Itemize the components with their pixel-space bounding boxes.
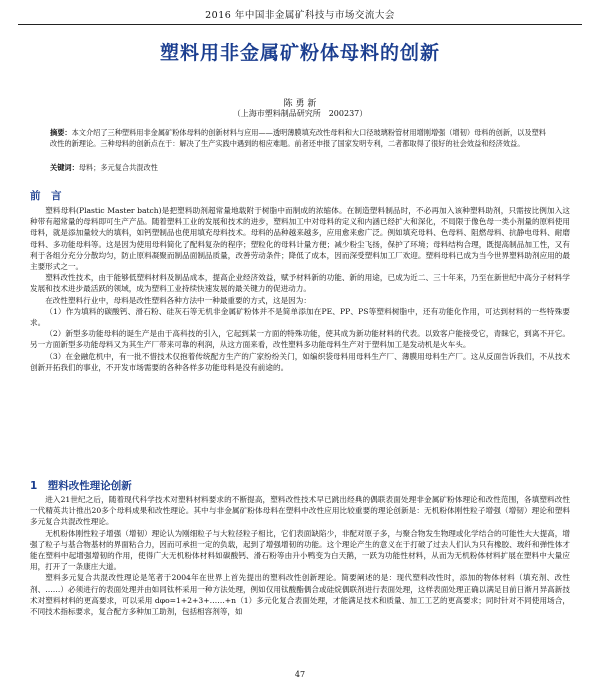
paper-title: 塑料用非金属矿粉体母料的创新 xyxy=(159,42,440,64)
keywords xyxy=(50,163,550,173)
author-affiliation: （上海市塑料制品研究所 200237） xyxy=(232,109,368,118)
section-heading-theory: 1 塑料改性理论创新 xyxy=(30,480,132,492)
keywords-label: 关键词： xyxy=(50,163,79,172)
page-number: 47 xyxy=(294,670,306,679)
preface-body xyxy=(30,205,570,373)
paragraph: 塑料改性技术，由于能够低塑料材料及制品成本，提高企业经济效益，赋予材料新的功能、新的用途，已成为近二、三十年来，乃至在新世纪中高分子材料学发展和技术进步最活跃的领域，成为塑料工业持续快速发展的最关键力的促进动力。 xyxy=(30,273,570,294)
paragraph: 无机粉体刚性粒子增强（增韧）理论认为刚细粒子与大粒径粒子相比，它们表面缺陷少，非配对原子多，与聚合物发生物理或化学结合的可能性大大提高，增强了粒子与基合物基材的界面粘合力，因而可承担一定的负载，起到了增强增韧的功能。这个理论产生的意义在于打破了过去人们认为只有橡胶、玻纤和弹性体才能在塑料中起增强增韧的作用，使得广大无机粉体材料如碳酸钙、滑石粉等由升小鸭变为白天鹅，一跃为功能性材料，从而为无机粉体材料扩展在塑料中大量应用，打开了一条康庄大道。 xyxy=(30,528,570,572)
paragraph: （1）作为填料的碳酸钙、滑石粉、硅灰石等无机非金属矿粉体并不是简单添加在PE、PP、PS等塑料树脂中，还有功能化作用，可达到材料的一些特殊要求。 xyxy=(30,306,570,328)
paragraph: 塑料母料(Plastic Master batch)是把塑料助剂超常量地载附于树脂中而制成的浓缩体。在制造塑料制品时，不必再加入该种塑料助剂，只需按比例加入这种带有超常量的母料即可生产产品。随着塑料工业的发展和技术的进步，塑料加工中对母料的定义和内涵已经扩大和深化，不局限于像色母一类小剂量的原料使用母料，就是添加量较大的填料，如钙塑制品也使用填充母料技术。母料的品种越来越多，应用愈来愈广泛。例如填充母料、色母料、阻燃母料、抗静电母料、耐磨母料、多功能母料等。这是因为使用母料简化了配料复杂的程序；塑粒化的母料计量方便；减少粉尘飞扬，保护了环境；母料结构合理，既提高制品加工性，又有利于各组分充分分散均匀，防止原料凝聚而制品面制品质量，改善劳动条件；降低了成本，因而深受塑料加工厂欢迎。塑料母料已成为当今世界塑料助剂应用的最主要形式之一。 xyxy=(30,206,570,272)
paragraph: （2）新型多功能母料的诞生产是由于高科技的引入，它起到某一方面的特殊功能，使其成为新功能材料的代表。以致客户能接受它，青睐它，到离不开它。另一方面新型多功能母料又为其生产厂带来可靠的利润，从这方面来看，改性塑料多功能母料生产对于塑料加工是发动机是火车头。 xyxy=(30,329,570,350)
theory-body xyxy=(30,494,570,617)
paragraph: （3）在金融危机中，有一批不惜技术仅抱着传统配方生产的广家纷纷关门，如编织袋母料用母料生产厂、薄膜用母料生产厂。这从反面告诉我们，不从技术创新开拓我们的事业，不开发市场需要的各种各样多功能母料是没有前途的。 xyxy=(30,351,570,372)
paragraph: 在改性塑料行业中，母料是改性塑料各种方法中一种最重要的方式，这是因为： xyxy=(45,295,311,305)
abstract xyxy=(50,128,550,149)
abstract-text: 本文介绍了三种塑料用非金属矿粉体母料的创新材料与应用——透明薄膜填充改性母料和大口径玻璃粉管材用增刚增强（增韧）母料的创新，以及塑料改性的新理论。三种母料的创新点在于：解决了生产实践中遇到的相应难题。前者还申报了国家发明专利，二者都取得了很好的社会效益和经济效益。 xyxy=(50,128,546,148)
section-heading-preface: 前 言 xyxy=(30,190,62,202)
running-header: 2016 年中国非金属矿科技与市场交流大会 xyxy=(18,8,582,25)
paragraph: 塑料多元复合共混改性理论是笔者于2004年在世界上首先提出的塑料改性创新理论。简要阐述的是：现代塑料改性时，添加的物体材料（填充剂、改性剂、……）必须进行的表面处理并由如同钛杯采用一种方法处理，例如仅用钛酸酯偶合或硅烷偶联剂进行表面处理，这样表面处理正确以满足目前日渐月异高新技术对塑料材料的更高要求，可以采用 dφo=1+2+3+……+n（1）多元化复合表面处理，才能满足技术和质量、加工工艺的更高要求；同时针对不同使用场合，不同技术指标要求，复合配方多种加工助剂，包括相容剂等，如 xyxy=(30,573,570,617)
author-name: 陈 勇 新 xyxy=(283,99,317,109)
abstract-label: 摘要： xyxy=(50,128,72,137)
paragraph: 进入21世纪之后，随着现代科学技术对塑料材料要求的不断提高，塑料改性技术早已跳出经典的偶联表面处理非金属矿粉体理论和改性范围，各填塑料改性一代精英共计推出20多个母料成果和改性理论。其中与非金属矿粉体母料在塑料中改性应用比较重要的理论创新是：无机粉体刚性粒子增强（增韧）理论和塑料多元复合共混改性理论。 xyxy=(30,495,570,527)
keywords-text: 母料；多元复合共混改性 xyxy=(78,163,158,172)
